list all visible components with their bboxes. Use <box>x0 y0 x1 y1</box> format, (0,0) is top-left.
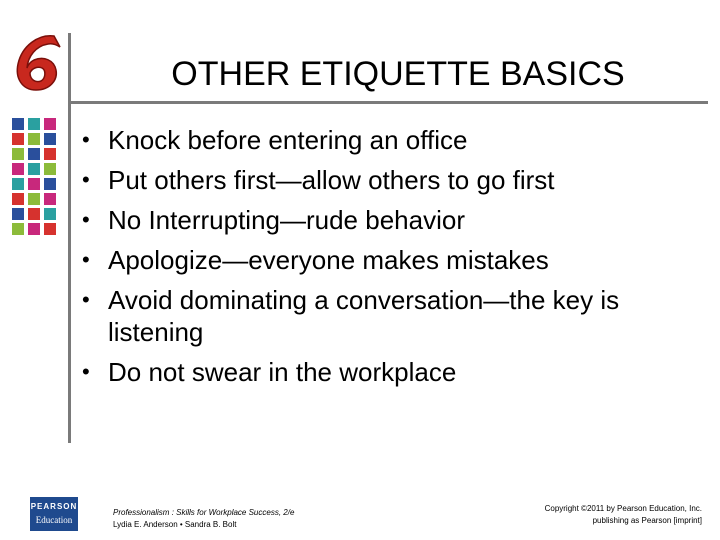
logo-top-text: PEARSON <box>30 502 78 511</box>
grid-square <box>28 133 40 145</box>
grid-square <box>28 193 40 205</box>
grid-square <box>28 148 40 160</box>
bullet-text: No Interrupting—rude behavior <box>108 205 465 235</box>
bullet-item <box>76 204 706 236</box>
grid-square <box>12 118 24 130</box>
copyright-line-1: Copyright ©2011 by Pearson Education, Inc. <box>544 504 702 513</box>
slide-title: OTHER ETIQUETTE BASICS <box>171 55 625 93</box>
pearson-logo <box>30 497 78 531</box>
grid-square <box>12 223 24 235</box>
vertical-divider <box>68 33 71 443</box>
title-divider <box>68 101 708 104</box>
bullet-item <box>76 164 706 196</box>
grid-square <box>44 223 56 235</box>
copyright-line-2: publishing as Pearson [imprint] <box>592 516 702 525</box>
bullet-item <box>76 356 706 388</box>
grid-square <box>28 178 40 190</box>
bullet-item <box>76 244 706 276</box>
grid-square <box>12 148 24 160</box>
grid-square <box>44 178 56 190</box>
bullet-dot: • <box>82 127 90 152</box>
footer-book-info <box>113 507 294 531</box>
bullet-text: Avoid dominating a conversation—the key is listening <box>108 285 620 347</box>
logo-bottom-text: Education <box>35 515 73 525</box>
grid-square <box>44 133 56 145</box>
bullet-item <box>76 284 706 348</box>
grid-square <box>44 193 56 205</box>
bullet-text: Do not swear in the workplace <box>108 357 457 387</box>
bullet-dot: • <box>82 167 90 192</box>
authors: Lydia E. Anderson • Sandra B. Bolt <box>113 520 237 529</box>
bullet-text: Put others first—allow others to go first <box>108 165 555 195</box>
chapter-number-graphic <box>8 28 72 98</box>
grid-square <box>12 208 24 220</box>
bullet-text: Knock before entering an office <box>108 125 468 155</box>
grid-square <box>28 208 40 220</box>
grid-square <box>28 163 40 175</box>
bullet-dot: • <box>82 207 90 232</box>
grid-square <box>28 118 40 130</box>
footer-copyright <box>545 503 702 527</box>
book-title: Professionalism : Skills for Workplace Success, 2/e <box>113 508 295 517</box>
bullet-list <box>76 124 706 396</box>
bullet-dot: • <box>82 359 90 384</box>
bullet-item <box>76 124 706 156</box>
grid-square <box>12 193 24 205</box>
bullet-dot: • <box>82 287 90 312</box>
grid-square <box>44 163 56 175</box>
grid-square <box>28 223 40 235</box>
bullet-dot: • <box>82 247 90 272</box>
grid-square <box>12 163 24 175</box>
grid-square <box>44 148 56 160</box>
grid-square <box>12 133 24 145</box>
grid-square <box>44 118 56 130</box>
decorative-square-grid <box>12 118 56 235</box>
grid-square <box>12 178 24 190</box>
bullet-text: Apologize—everyone makes mistakes <box>108 245 549 275</box>
grid-square <box>44 208 56 220</box>
